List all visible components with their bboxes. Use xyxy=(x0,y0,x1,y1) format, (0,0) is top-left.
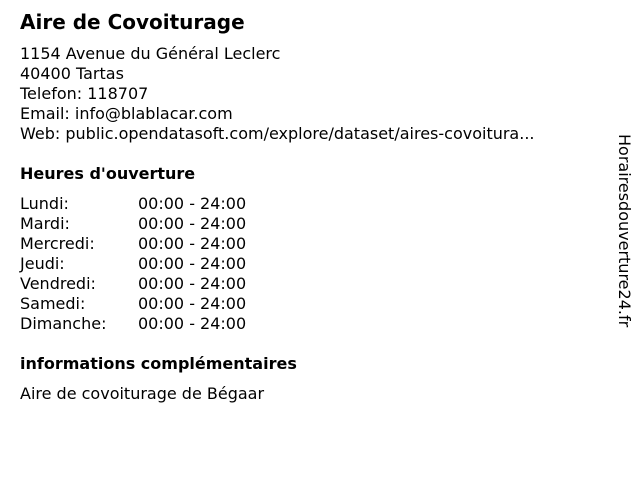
hours-day: Dimanche: xyxy=(20,314,107,333)
hours-time: 00:00 - 24:00 xyxy=(138,234,247,253)
address-city: 40400 Tartas xyxy=(20,64,124,83)
phone-text: Telefon: 118707 xyxy=(20,84,149,103)
hours-time: 00:00 - 24:00 xyxy=(138,294,247,313)
hours-time: 00:00 - 24:00 xyxy=(138,214,247,233)
hours-heading: Heures d'ouverture xyxy=(20,164,196,183)
address-block xyxy=(20,44,535,144)
hours-time: 00:00 - 24:00 xyxy=(138,314,247,333)
place-title: Aire de Covoiturage xyxy=(20,10,245,34)
web-text: Web: public.opendatasoft.com/explore/dataset/aires-covoitura... xyxy=(20,124,535,143)
email-text: Email: info@blablacar.com xyxy=(20,104,233,123)
hours-time: 00:00 - 24:00 xyxy=(138,274,247,293)
brand-vertical-text: Horairesdouverture24.fr xyxy=(615,134,634,328)
hours-day: Lundi: xyxy=(20,194,69,213)
hours-time: 00:00 - 24:00 xyxy=(138,194,247,213)
hours-day: Jeudi: xyxy=(20,254,65,273)
hours-day: Mardi: xyxy=(20,214,70,233)
hours-day: Samedi: xyxy=(20,294,86,313)
hours-day: Vendredi: xyxy=(20,274,96,293)
address-street: 1154 Avenue du Général Leclerc xyxy=(20,44,281,63)
info-heading: informations complémentaires xyxy=(20,354,297,373)
info-text: Aire de covoiturage de Bégaar xyxy=(20,384,265,403)
hours-time: 00:00 - 24:00 xyxy=(138,254,247,273)
hours-day: Mercredi: xyxy=(20,234,95,253)
